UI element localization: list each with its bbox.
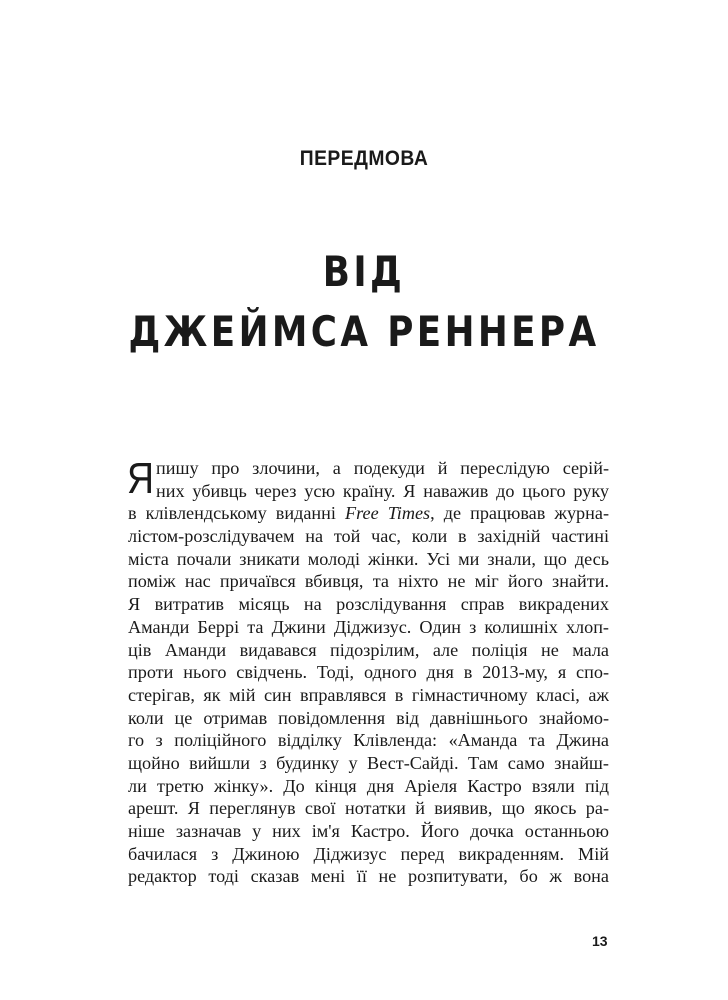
body-line: го з поліційного відділку Клівленда: «Аманда та Джина [128, 730, 609, 751]
body-line: Я витратив місяць на розслідування справ викрадених [128, 594, 609, 615]
body-line: міста почали зникати молоді жінки. Усі ми знали, що десь [128, 548, 609, 569]
publication-name: Free Times [344, 503, 431, 524]
body-line: щойно вийшли з будинку у Вест-Сайді. Там само знайш- [128, 752, 609, 773]
chapter-title [55, 242, 674, 362]
chapter-title-line-1: ВІД [322, 247, 406, 296]
body-text [127, 454, 609, 888]
body-line: лістом-розслідувачем на той час, коли в західній частині [128, 526, 609, 547]
body-line: проти нього свідчень. Тоді, одного дня в 2013-му, я спо- [128, 662, 609, 683]
body-line: редактор тоді сказав мені її не розпитувати, бо ж вона [128, 866, 609, 887]
body-line: стерігав, як мій син вправлявся в гімнастичному класі, аж [128, 684, 609, 705]
body-line: арешт. Я переглянув свої нотатки й виявив, що якось ра- [128, 798, 609, 819]
body-line: поміж нас причаївся вбивця, та ніхто не міг його знайти. [128, 571, 609, 592]
body-line: бачилася з Джиною Діджизус перед викраденням. Мій [128, 843, 609, 864]
body-line: ніше зазначав у них ім'я Кастро. Його дочка останньою [128, 821, 609, 841]
body-line: Аманди Беррі та Джини Діджизус. Один з колишніх хлоп- [128, 616, 609, 637]
chapter-title-line-2: ДЖЕЙМСА РЕННЕРА [128, 307, 600, 356]
section-label: ПЕРЕДМОВА [299, 147, 429, 170]
body-line: коли це отримав повідомлення від давнішнього знайомо- [128, 707, 609, 728]
page-number: 13 [592, 933, 608, 949]
body-line: них убивць через усю країну. Я наважив до цього руку [156, 480, 609, 501]
body-line: ли третю жінку». До кінця дня Аріеля Кастро взяли під [128, 775, 609, 796]
body-line: ців Аманди видавався підозрілим, але поліція не мала [128, 639, 609, 660]
body-line: в клівлендському виданні Free Times, де працював журна- [128, 503, 609, 524]
body-line: пишу про злочини, а подекуди й переслідую серій- [156, 458, 609, 478]
drop-cap: Я [127, 454, 155, 503]
